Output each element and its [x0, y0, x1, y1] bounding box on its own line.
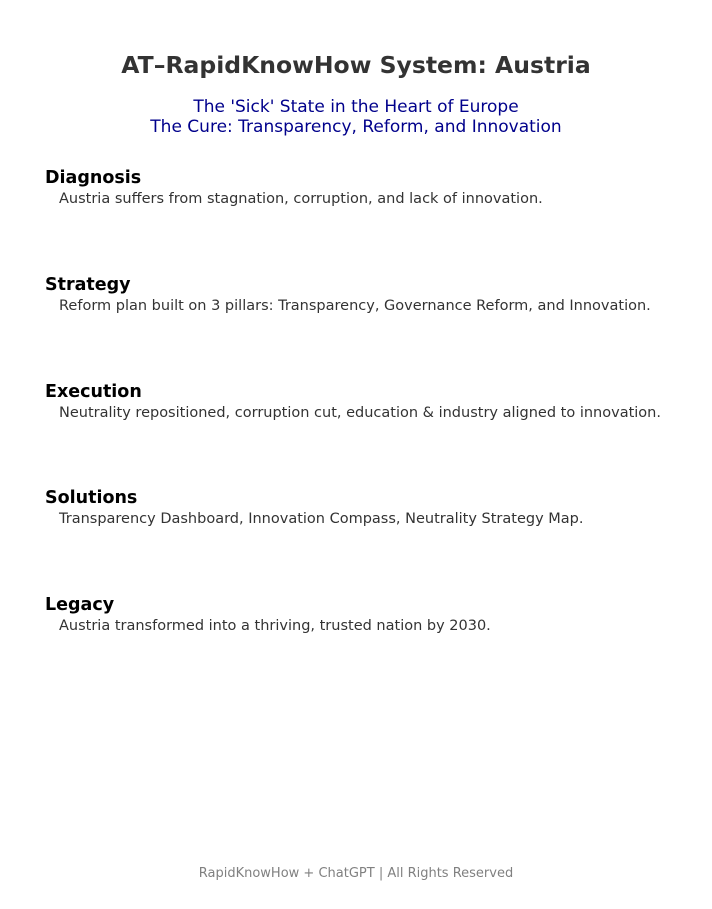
section-heading: Legacy: [45, 595, 115, 615]
section-heading: Strategy: [45, 275, 131, 295]
section-text: Neutrality repositioned, corruption cut, education & industry aligned to innovation.: [59, 405, 661, 421]
section-text: Austria transformed into a thriving, trusted nation by 2030.: [59, 618, 491, 634]
section-execution: [45, 381, 705, 423]
section-heading: Execution: [45, 382, 142, 402]
section-strategy: [45, 274, 705, 316]
section-text: Reform plan built on 3 pillars: Transparency, Governance Reform, and Innovation.: [59, 298, 651, 314]
footer-copyright: RapidKnowHow + ChatGPT | All Rights Reserved: [198, 866, 514, 881]
section-solutions: [45, 487, 705, 529]
subtitle-line-1: The 'Sick' State in the Heart of Europe: [193, 97, 519, 117]
section-heading: Diagnosis: [45, 168, 142, 188]
section-heading: Solutions: [45, 488, 138, 508]
section-diagnosis: [45, 167, 705, 209]
section-legacy: [45, 594, 705, 636]
section-text: Austria suffers from stagnation, corruption, and lack of innovation.: [59, 191, 543, 207]
section-text: Transparency Dashboard, Innovation Compass, Neutrality Strategy Map.: [59, 511, 584, 527]
subtitle-line-2: The Cure: Transparency, Reform, and Innovation: [150, 117, 562, 137]
page-title: AT–RapidKnowHow System: Austria: [121, 51, 591, 79]
